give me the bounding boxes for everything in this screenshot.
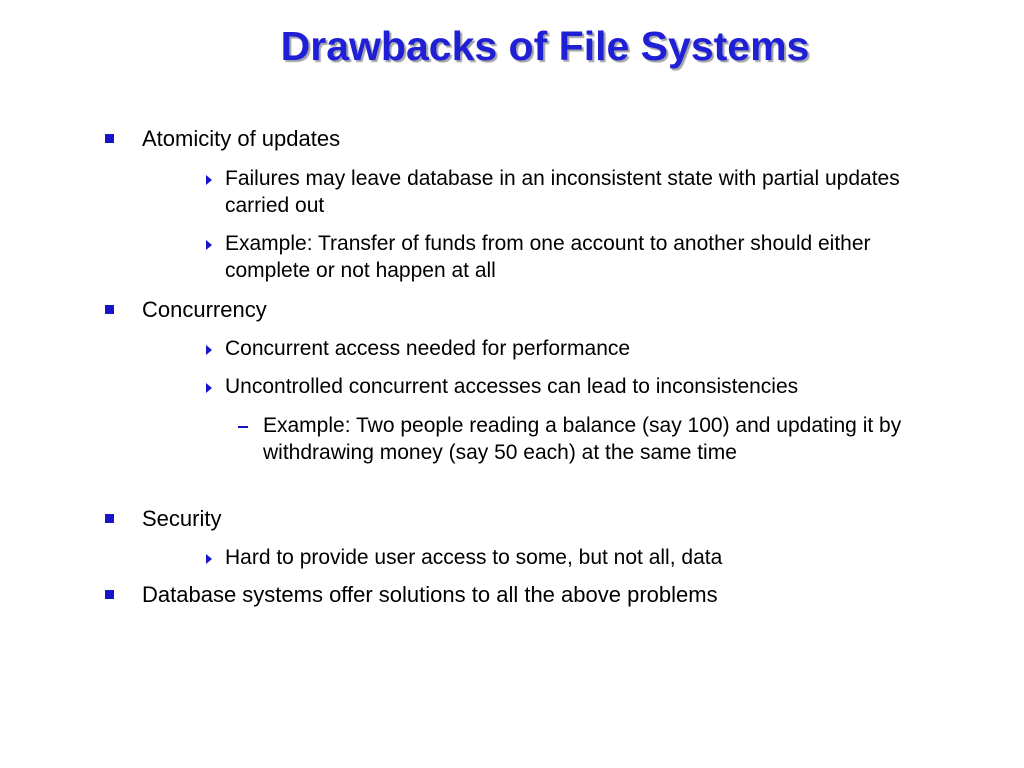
bullet-item-concurrency: Concurrency bbox=[142, 297, 267, 322]
sub-item-failures: Failures may leave database in an inconsistent state with partial updates carried out bbox=[225, 167, 900, 217]
square-bullet-icon bbox=[105, 590, 114, 599]
bullet-item-database-solutions: Database systems offer solutions to all the above problems bbox=[142, 582, 718, 607]
sub-item-user-access: Hard to provide user access to some, but not all, data bbox=[225, 546, 723, 569]
dash-bullet-icon bbox=[238, 426, 248, 428]
square-bullet-icon bbox=[105, 514, 114, 523]
sub-item-concurrent-access: Concurrent access needed for performance bbox=[225, 337, 631, 360]
sub-sub-item-balance-example: Example: Two people reading a balance (say 100) and updating it by withdrawing money (say 50 each) at the same time bbox=[263, 414, 902, 464]
arrow-bullet-icon bbox=[206, 383, 212, 393]
arrow-bullet-icon bbox=[206, 175, 212, 185]
square-bullet-icon bbox=[105, 305, 114, 314]
bullet-item-atomicity: Atomicity of updates bbox=[142, 126, 341, 151]
sub-item-uncontrolled-access: Uncontrolled concurrent accesses can lead to inconsistencies bbox=[225, 375, 799, 398]
arrow-bullet-icon bbox=[206, 554, 212, 564]
arrow-bullet-icon bbox=[206, 345, 212, 355]
sub-item-transfer-example: Example: Transfer of funds from one account to another should either complete or not happen at all bbox=[225, 232, 871, 282]
bullet-item-security: Security bbox=[142, 506, 222, 531]
square-bullet-icon bbox=[105, 134, 114, 143]
arrow-bullet-icon bbox=[206, 240, 212, 250]
slide-title: Drawbacks of File Systems bbox=[280, 23, 810, 69]
